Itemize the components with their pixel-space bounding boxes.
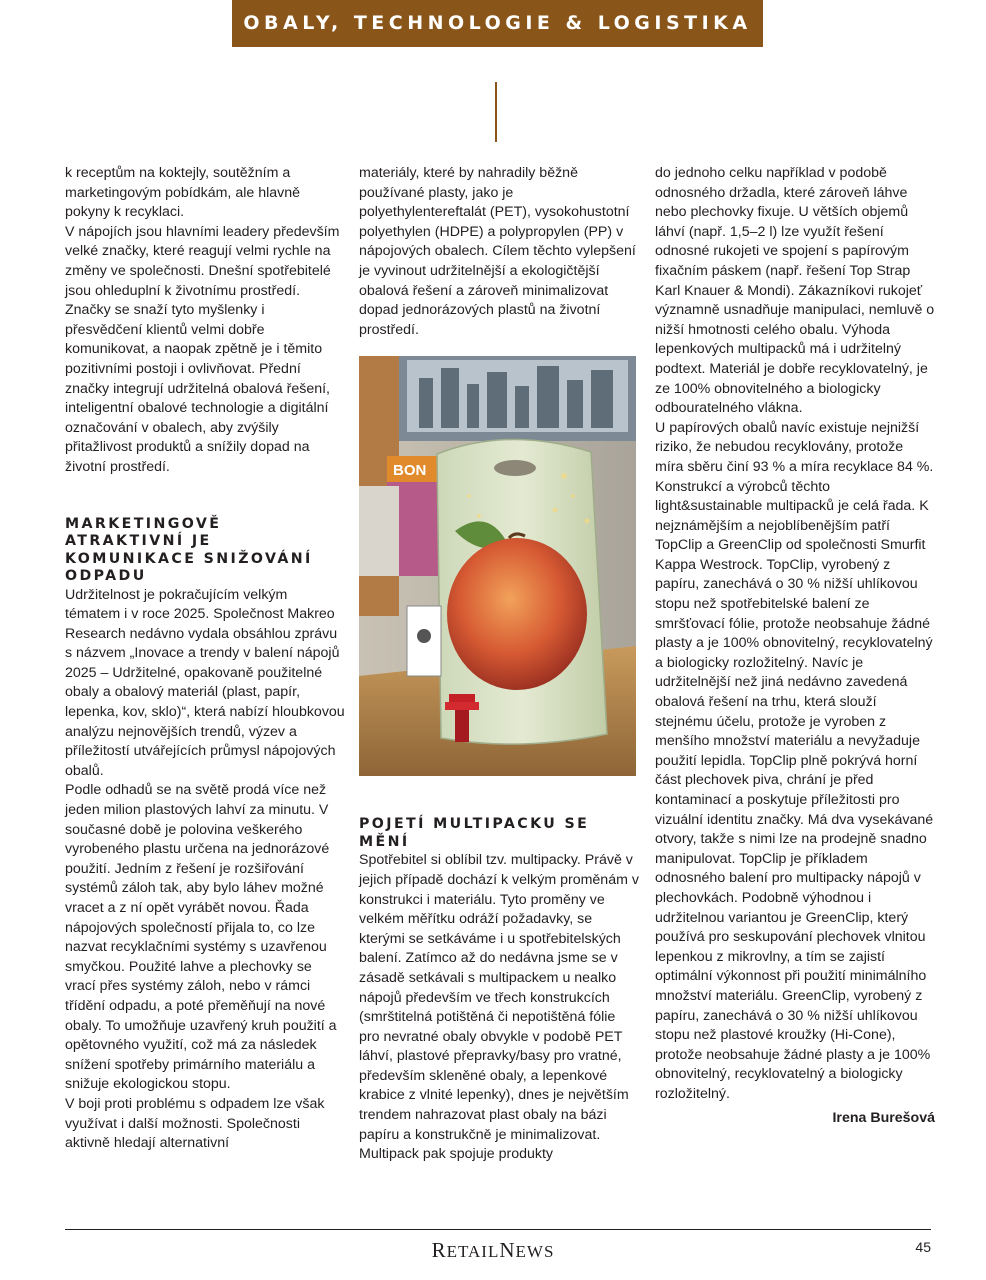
decorative-divider	[495, 82, 497, 142]
paragraph: materiály, které by nahradily běžně používané plasty, jako je polyethylentereftalát (PET), vysokohustotní polyethylen (HDPE) a polypropylen (PP) v nápojových obalech. Cílem těchto vylepšení je vyvinout udržitelnější a ekologičtější obalová řešení a zároveň minimalizovat dopad jednorázových plastů na životní prostředí.	[359, 165, 636, 338]
article-column-3	[655, 164, 935, 1128]
paragraph: Spotřebitel si oblíbil tzv. multipacky. Právě v jejich případě dochází k velkým proměnám v konstrukci i materiálu. Tyto proměny ve velkém měřítku odráží požadavky, se kterými se setkáváme i u spotřebitelských balení. Zatímco až do nedávna jsme se v zásadě setkávali s multipackem u nealko nápojů především ve třech konstrukcích (smrštitelná potištěná či nepotištěná fólie pro nevratné obaly obvykle v podobě PET láhví, plastové přepravky/basy pro vratné, především skleněné obaly, a lepenkové krabice z vlnité lepenky), dnes je největším trendem nahrazovat plast obaly na bázi papíru a konstrukčně je minimalizovat. Multipack pak spojuje produkty	[359, 852, 639, 1163]
footer-rule	[65, 1229, 931, 1230]
subheading-marketing: MARKETINGOVĚ ATRAKTIVNÍ JE KOMUNIKACE SNIŽOVÁNÍ ODPADU	[65, 515, 313, 584]
paragraph: k receptům na koktejly, soutěžním a marketingovým pobídkám, ale hlavně pokyny k recyklaci.	[65, 165, 301, 221]
paragraph: U papírových obalů navíc existuje nejnižší riziko, že nebudou recyklovány, protože míra sběru činí 93 % a míra recyklace 84 %.	[655, 419, 934, 475]
section-title: OBALY, TECHNOLOGIE & LOGISTIKA	[232, 0, 763, 47]
box-left	[359, 486, 399, 576]
bag-in-box-pouch-photo	[359, 356, 636, 776]
paragraph: Udržitelnost je pokračujícím velkým tématem i v roce 2025. Společnost Makreo Research nedávno vydala obsáhlou zprávu s názvem „Inovace a trendy v balení nápojů 2025 – Udržitelné, opakovaně použitelné obaly a obalový materiál (plast, papír, lepenka, kov, sklo)“, která nabízí hloubkovou analýzu nejnovějších trendů, výzev a příležitostí utvářejících průmysl nápojových obalů.	[65, 586, 345, 779]
subheading-multipack: POJETÍ MULTIPACKU SE MĚNÍ	[359, 816, 590, 850]
article-column-1	[65, 164, 345, 1154]
apple-illustration	[447, 538, 587, 690]
page-number: 45	[915, 1239, 931, 1255]
pouch-handle-hole	[494, 460, 536, 476]
article-column-2	[359, 164, 639, 1165]
paragraph: V boji proti problému s odpadem lze však využívat i další možnosti. Společnosti aktivně hledají alternativní	[65, 1095, 325, 1152]
paragraph: Konstrukcí a výrobců těchto light&sustainable multipacků je celá řada. K nejznámějším a nejoblíbenějším patří TopClip a GreenClip od společnosti Smurfit Kappa Westrock. TopClip, vyrobený z papíru, zanechává o 30 % nižší uhlíkovou stopu než spotřebitelské balení ze smršťovací fólie, protože neobsahuje žádné plasty a je 100% obnovitelný, recyklovatelný a biologicky rozložitelný. Navíc je udržitelnější než jiná nedávno zavedená obalová řešení na trhu, která slouží stejnému účelu, protože je vyroben z menšího množství materiálu a nevyžaduje použití lepidla. TopClip plně pokrývá horní část plechovek piva, chrání je před kontaminací a poskytuje příležitosti pro vizuální identitu značky. Má dva vysekávané otvory, takže s nimi lze na prodejně snadno manipulovat. TopClip je příkladem odnosného balení pro multipacky nápojů v plechovkách. Podobně výhodnou i udržitelnou variantou je GreenClip, který používá pro seskupování plechovek vlnitou lepenkou z mikrovlny, a tím se zajistí optimální výkonnost při použití minimálního množství materiálu. GreenClip, vyrobený z papíru, zanechává o 30 % nižší uhlíkovou stopu než plastové kroužky (Hi-Cone), protože neobsahuje žádné plasty a je 100% obnovitelný, recyklovatelný a biologicky rozložitelný.	[655, 478, 934, 1102]
paragraph: do jednoho celku například v podobě odnosného držadla, které zároveň láhve nebo plechovky fixuje. U větších objemů láhví (např. 1,5–2 l) lze využít řešení odnosné rukojeti ve spojení s papírovým fixačním páskem (např. řešení Top Strap Karl Knauer & Mondi). Zákazníkovi rukojeť významně usnadňuje manipulaci, nemluvě o nižší hmotnosti celého obalu. Výhoda lepenkových multipacků má i udržitelný podtext. Materiál je dobře recyklovatelný, je ze 100% obnovitelného a biologicky odbouratelného vlákna.	[655, 165, 935, 417]
author-byline: Irena Burešová	[832, 1109, 935, 1126]
paragraph: Podle odhadů se na světě prodá více než jeden milion plastových lahví za minutu. V současné době je polovina veškerého vyrobeného plastu určena na jednorázové použití. Jedním z řešení je rozšiřování systémů záloh tak, aby bylo láhev možné vracet a z ní opět vyrábět novou. Řada nápojových společností přijala to, co lze nazvat recyklačními systémy s uzavřenou smyčkou. Použité lahve a plechovky se vrací přes systémy záloh, nebo v rámci třídění odpadu, a poté přeměňují na nové obaly. To umožňuje uzavřený kruh použití a opětovného využití, což má za následek snížení spotřeby primárního materiálu a snižuje ekologickou stopu.	[65, 782, 337, 1093]
tap-spout	[455, 708, 469, 742]
tap-knob	[445, 702, 479, 710]
paragraph: V nápojích jsou hlavními leadery především velké značky, které reagují velmi rychle na změny ve společnosti. Dnešní spotřebitelé jsou ohleduplní k životnímu prostředí. Značky se snaží tyto myšlenky i přesvědčení klientů velmi dobře komunikovat, a naopak zpětně je i těmito pozitivními postoji i ovlivňovat. Přední značky integrují udržitelná obalová řešení, inteligentní obalové technologie a digitální označování v obalech, aby zvýšily přitažlivost produktů a snížily dopad na životní prostředí.	[65, 223, 340, 475]
publication-logo: RETAILNEWS	[431, 1238, 555, 1262]
pouch-brand-fragment: BON	[393, 462, 427, 480]
